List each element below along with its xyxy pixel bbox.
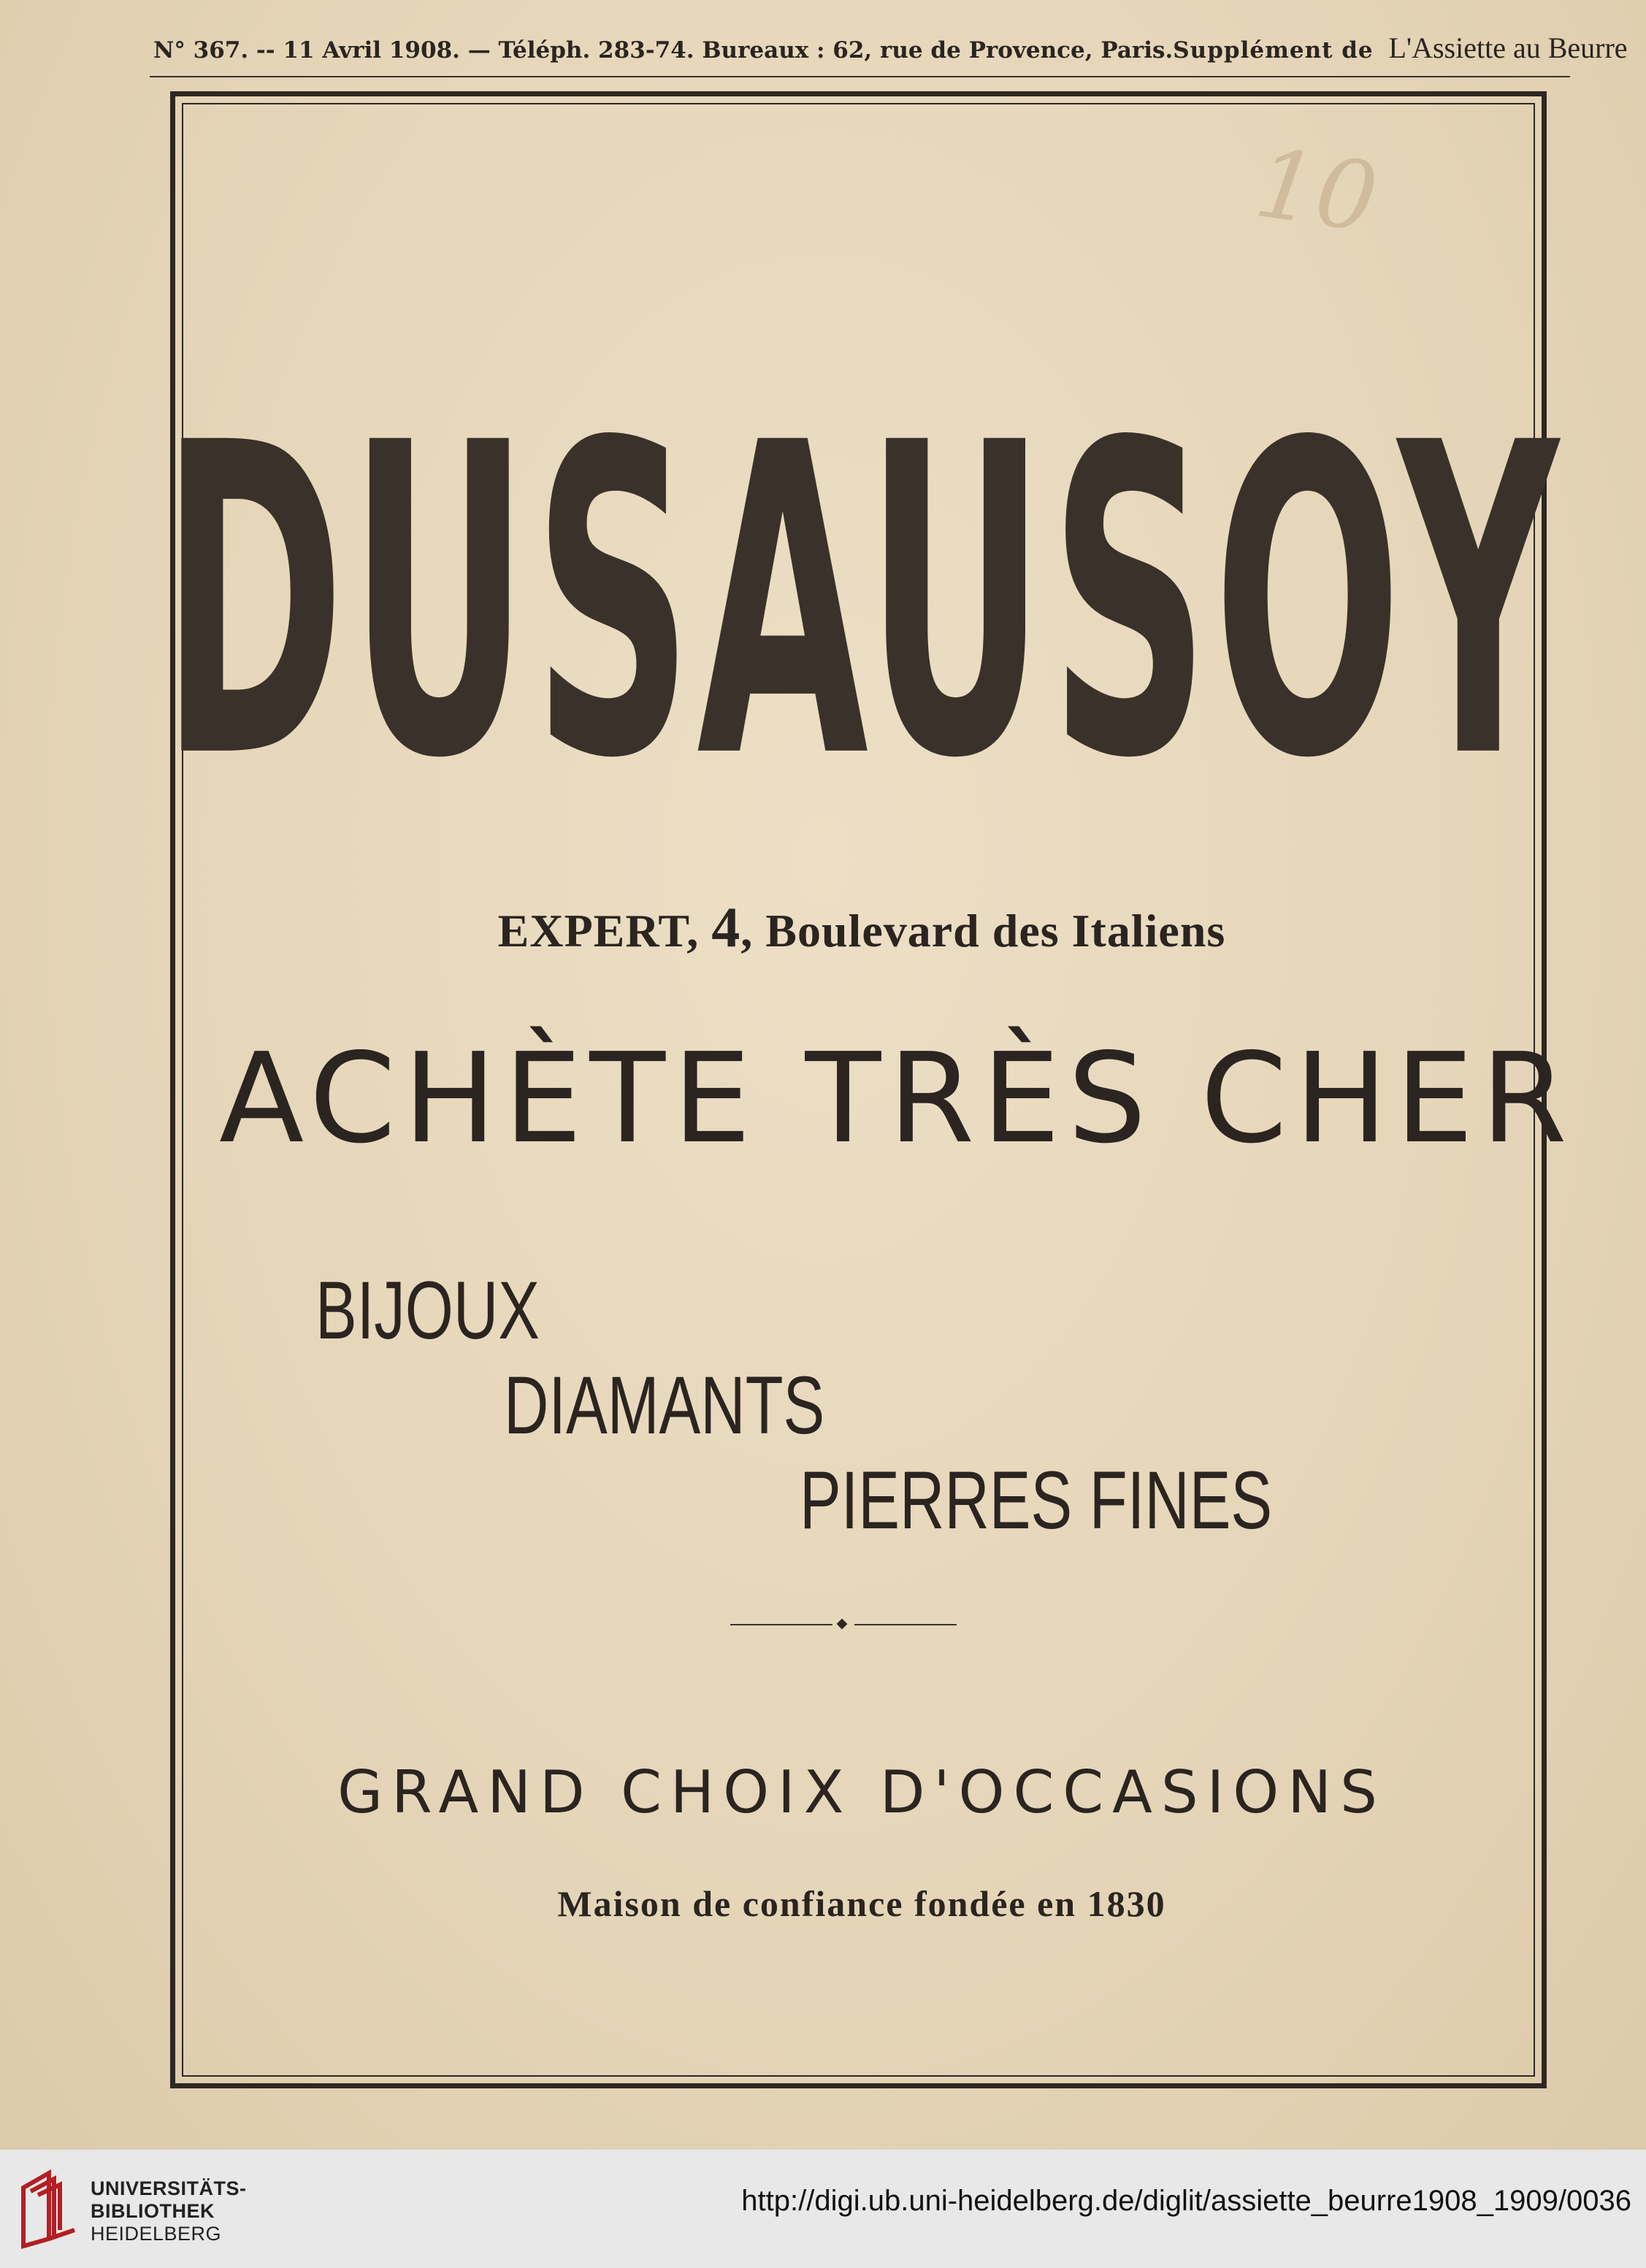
- address-street: , Boulevard des Italiens: [740, 905, 1226, 957]
- source-url[interactable]: http://digi.ub.uni-heidelberg.de/diglit/assiette_beurre1908_1909/0036: [741, 2185, 1631, 2217]
- library-logo-icon[interactable]: [16, 2166, 82, 2253]
- divider-line-right: [854, 1624, 957, 1625]
- choice-line: GRAND CHOIX D'OCCASIONS: [337, 1758, 1386, 1826]
- journal-title: L'Assiette au Beurre: [1388, 31, 1628, 64]
- library-name: [91, 2177, 247, 2245]
- item-diamants: [504, 1360, 881, 1452]
- supplement-label: Supplément de: [1173, 37, 1374, 64]
- header-rule: [150, 76, 1570, 77]
- library-name-line: UNIVERSITÄTS-: [91, 2177, 247, 2199]
- library-footer: [0, 2150, 1646, 2268]
- page-header: [153, 31, 1628, 74]
- issue-info: N° 367. -- 11 Avril 1908. — Téléph. 283-74. Bureaux : 62, rue de Provence, Paris.: [153, 37, 1174, 64]
- item-label: BIJOUX: [315, 1265, 540, 1357]
- item-pierres-fines: [800, 1455, 1355, 1547]
- divider-line-left: [730, 1624, 832, 1625]
- handwritten-page-number: 10: [1249, 127, 1385, 254]
- item-label: DIAMANTS: [504, 1360, 825, 1452]
- item-label: PIERRES FINES: [800, 1455, 1273, 1547]
- library-name-line: BIBLIOTHEK: [91, 2200, 215, 2222]
- headline: ACHÈTE TRÈS CHER: [219, 1027, 1574, 1171]
- divider-ornament: [730, 1617, 957, 1632]
- item-bijoux: [315, 1265, 579, 1357]
- founded-line: Maison de confiance fondée en 1830: [557, 1883, 1166, 1924]
- library-name-line: HEIDELBERG: [91, 2223, 222, 2245]
- brand-name: [161, 353, 1563, 852]
- address-prefix: EXPERT,: [497, 905, 712, 957]
- diamond-icon: [837, 1619, 848, 1630]
- address-number: 4: [711, 895, 741, 959]
- address-line: [219, 894, 1504, 960]
- brand-text: DUSAUSOY: [161, 353, 1563, 852]
